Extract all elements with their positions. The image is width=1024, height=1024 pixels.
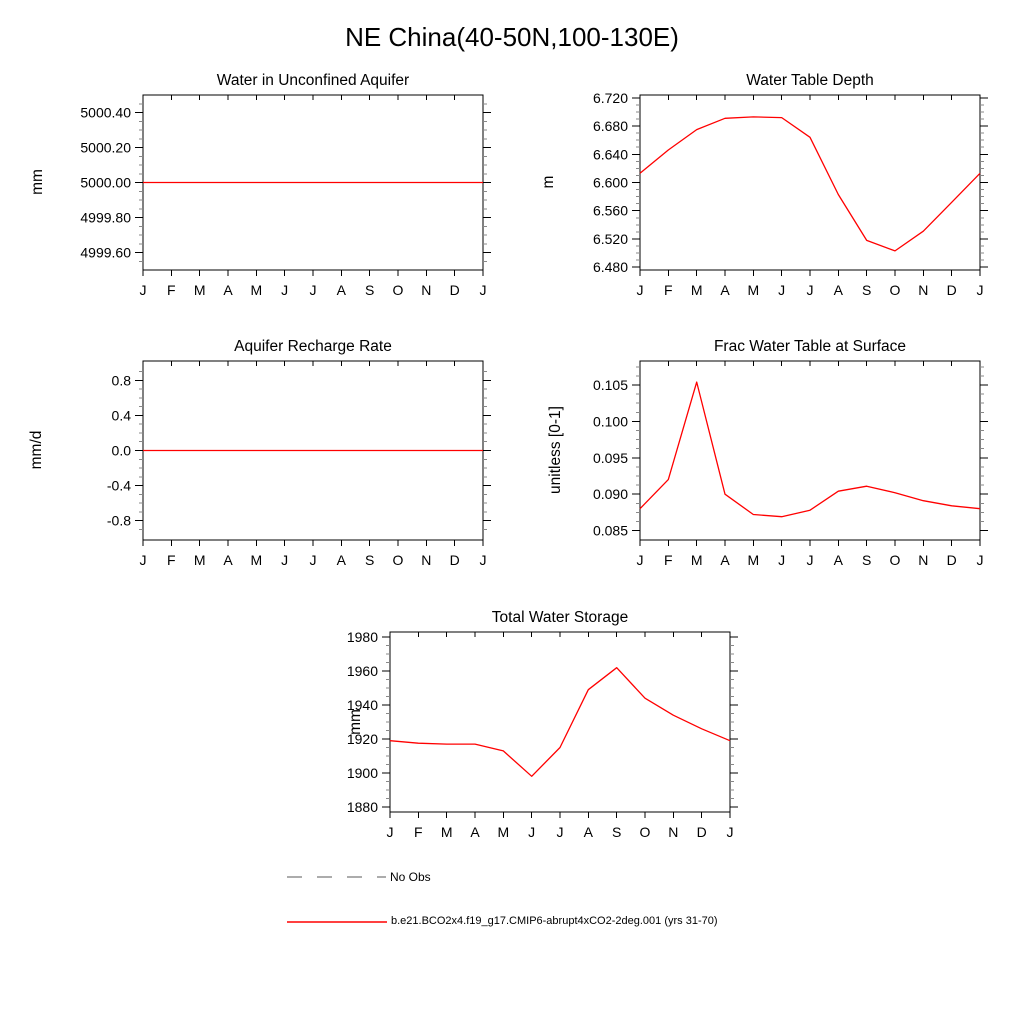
x-tick-label: S [364,552,375,568]
x-tick-label: M [250,282,263,298]
x-tick-label: M [747,552,760,568]
y-tick-label: 1920 [346,730,378,747]
y-tick-label: 1900 [346,764,378,781]
y-tick-label: 0.085 [592,522,628,539]
x-tick-label: J [139,552,147,568]
y-axis-unit-label: unitless [0-1] [547,406,564,494]
x-tick-label: A [583,824,594,840]
x-tick-label: N [668,824,679,840]
y-tick-label: 0.0 [111,442,131,459]
x-tick-label: O [639,824,651,840]
x-tick-label: J [139,282,147,298]
x-tick-label: F [664,552,673,568]
y-tick-label: 6.520 [592,230,628,247]
x-tick-label: A [833,552,844,568]
x-tick-label: A [720,282,730,298]
y-tick-label: 4999.60 [80,244,131,261]
x-tick-label: J [778,282,786,298]
y-tick-label: 0.095 [592,449,628,466]
x-tick-label: J [281,282,289,298]
y-tick-label: 6.640 [592,146,628,163]
x-tick-label: A [336,552,347,568]
x-tick-label: F [664,282,673,298]
x-tick-label: N [918,282,929,298]
y-tick-label: 0.100 [592,413,628,430]
x-tick-label: D [449,282,460,298]
series-line [640,382,980,517]
x-tick-label: O [392,552,404,568]
x-tick-label: J [976,552,984,568]
y-axis-unit-label: mm/d [28,430,45,470]
x-tick-label: N [918,552,929,568]
legend-label-no-obs: No Obs [390,870,431,884]
x-tick-label: N [421,552,432,568]
x-tick-label: J [636,552,644,568]
series-line [390,668,730,777]
x-tick-label: F [167,282,176,298]
x-tick-label: A [223,552,233,568]
x-tick-label: J [479,552,487,568]
x-tick-label: J [976,282,984,298]
chart-title: Aquifer Recharge Rate [234,338,392,355]
x-tick-label: A [470,824,480,840]
y-tick-label: 0.105 [592,377,628,394]
y-tick-label: 1980 [346,629,378,646]
x-tick-label: D [696,824,707,840]
x-tick-label: M [440,824,453,840]
legend-label-case: b.e21.BCO2x4.f19_g17.CMIP6-abrupt4xCO2-2deg.001 (yrs 31-70) [391,915,718,927]
y-tick-label: 5000.00 [80,174,131,191]
y-tick-label: 6.480 [592,259,628,276]
x-tick-label: M [250,552,263,568]
x-tick-label: F [414,824,423,840]
y-tick-label: 5000.20 [80,139,131,156]
y-tick-label: 5000.40 [80,104,131,121]
x-tick-label: S [611,824,622,840]
plot-frame [640,95,980,270]
y-tick-label: 0.8 [111,372,131,389]
y-tick-label: -0.8 [106,512,131,529]
chart-title: Water Table Depth [746,72,874,89]
x-tick-label: A [833,282,844,298]
x-tick-label: M [690,282,703,298]
y-tick-label: 0.4 [111,407,131,424]
chart-title: Water in Unconfined Aquifer [216,72,410,89]
y-tick-label: 0.090 [592,486,628,503]
y-tick-label: 6.680 [592,118,628,135]
x-tick-label: S [364,282,375,298]
x-tick-label: J [726,824,734,840]
x-tick-label: J [778,552,786,568]
x-tick-label: M [497,824,510,840]
x-tick-label: O [392,282,404,298]
y-tick-label: 1880 [346,798,378,815]
y-tick-label: 1960 [346,663,378,680]
x-tick-label: J [309,552,317,568]
x-tick-label: J [528,824,536,840]
x-tick-label: D [946,552,957,568]
y-tick-label: 1940 [346,697,378,714]
x-tick-label: J [556,824,564,840]
y-axis-unit-label: mm [29,169,46,195]
y-tick-label: 6.720 [592,89,628,106]
plot-frame [640,361,980,540]
page-title: NE China(40-50N,100-130E) [345,22,679,52]
x-tick-label: F [167,552,176,568]
x-tick-label: O [889,552,901,568]
x-tick-label: O [889,282,901,298]
y-axis-unit-label: mm [347,709,364,735]
x-tick-label: M [747,282,760,298]
plot-frame [390,632,730,812]
x-tick-label: J [479,282,487,298]
x-tick-label: J [806,282,814,298]
y-tick-label: -0.4 [106,477,131,494]
chart-title: Frac Water Table at Surface [713,338,907,355]
y-tick-label: 6.600 [592,174,628,191]
series-line [640,117,980,251]
x-tick-label: J [281,552,289,568]
x-tick-label: M [690,552,703,568]
x-tick-label: A [223,282,233,298]
y-axis-unit-label: m [540,175,557,189]
x-tick-label: M [193,552,206,568]
x-tick-label: J [806,552,814,568]
y-tick-label: 4999.80 [80,209,131,226]
x-tick-label: M [193,282,206,298]
x-tick-label: S [861,552,872,568]
x-tick-label: J [636,282,644,298]
x-tick-label: D [946,282,957,298]
x-tick-label: J [386,824,394,840]
x-tick-label: A [336,282,347,298]
y-tick-label: 6.560 [592,202,628,219]
x-tick-label: N [421,282,432,298]
x-tick-label: J [309,282,317,298]
chart-title: Total Water Storage [491,609,629,626]
x-tick-label: S [861,282,872,298]
x-tick-label: A [720,552,730,568]
x-tick-label: D [449,552,460,568]
